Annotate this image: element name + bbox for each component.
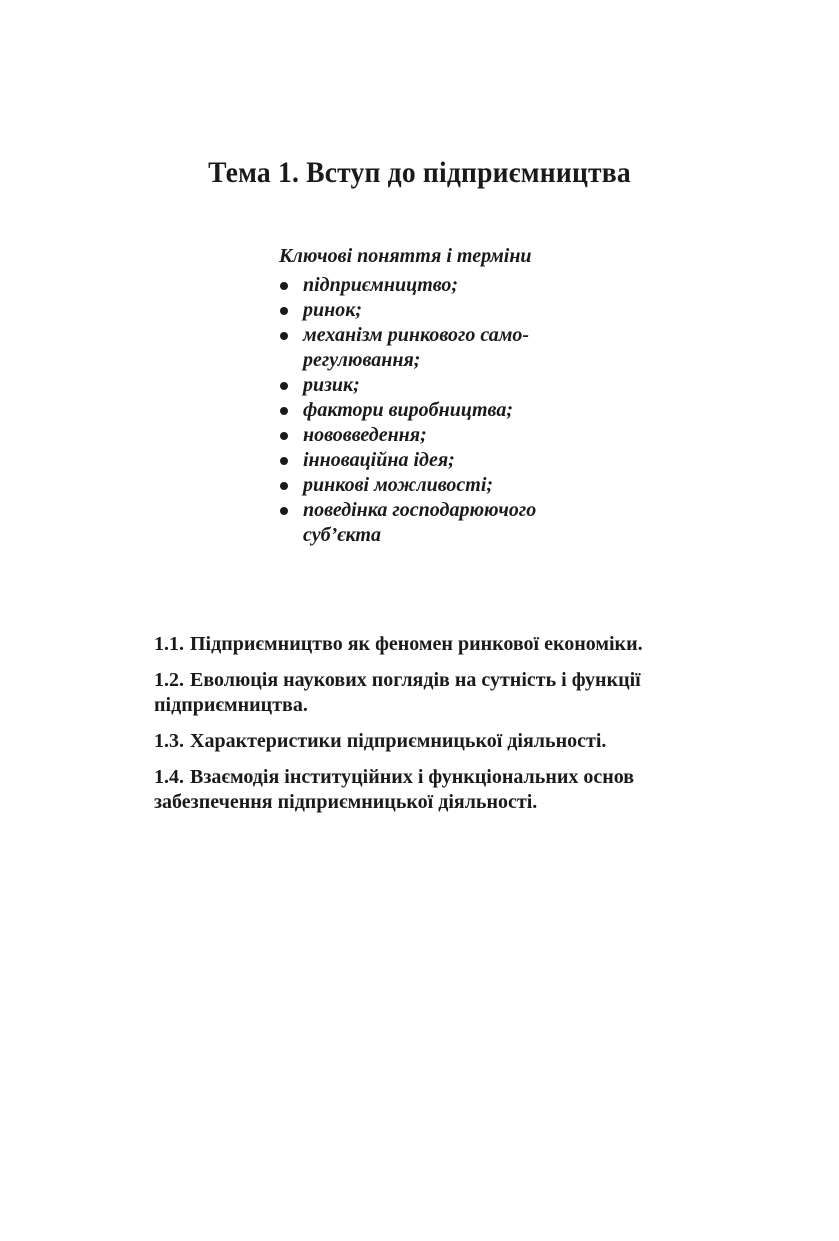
section-contents [154,632,694,826]
list-item [279,498,579,548]
contents-item [154,729,694,754]
contents-item [154,668,694,718]
bullet-icon [280,432,288,440]
term-text: поведінка господарюючого суб’єкта [303,499,537,546]
term-text: нововведення; [303,424,427,446]
list-item [279,423,579,448]
list-item [279,273,579,298]
section-title: Характеристики підприємницької діяльності. [190,730,607,752]
term-text: ризик; [303,374,360,396]
bullet-icon [280,282,288,290]
bullet-icon [280,332,288,340]
list-item [279,323,579,373]
section-number: 1.4. [154,766,184,788]
term-text: фактори виробництва; [303,399,514,421]
contents-item [154,765,694,815]
section-title: Підприємництво як феномен ринкової економіки. [190,633,643,655]
term-text: ринкові можливості; [303,474,494,496]
term-text: механізм ринкового само-регулювання; [303,324,530,371]
section-number: 1.3. [154,730,184,752]
key-terms-block [279,244,579,548]
bullet-icon [280,482,288,490]
list-item [279,473,579,498]
section-title: Еволюція наукових поглядів на сутність і функції підприємництва. [154,669,641,716]
key-terms-heading: Ключові поняття і терміни [279,245,532,267]
term-text: інноваційна ідея; [303,449,455,471]
page-title: Тема 1. Вступ до підприємництва [208,156,631,189]
section-title: Взаємодія інституційних і функціональних основ забезпечення підприємницької діяльності. [154,766,635,813]
section-number: 1.1. [154,633,184,655]
bullet-icon [280,507,288,515]
term-text: підприємництво; [303,274,459,296]
list-item [279,398,579,423]
list-item [279,448,579,473]
key-terms-list [279,273,579,548]
bullet-icon [280,457,288,465]
section-number: 1.2. [154,669,184,691]
bullet-icon [280,382,288,390]
bullet-icon [280,307,288,315]
contents-item [154,632,694,657]
list-item [279,373,579,398]
list-item [279,298,579,323]
bullet-icon [280,407,288,415]
term-text: ринок; [303,299,363,321]
